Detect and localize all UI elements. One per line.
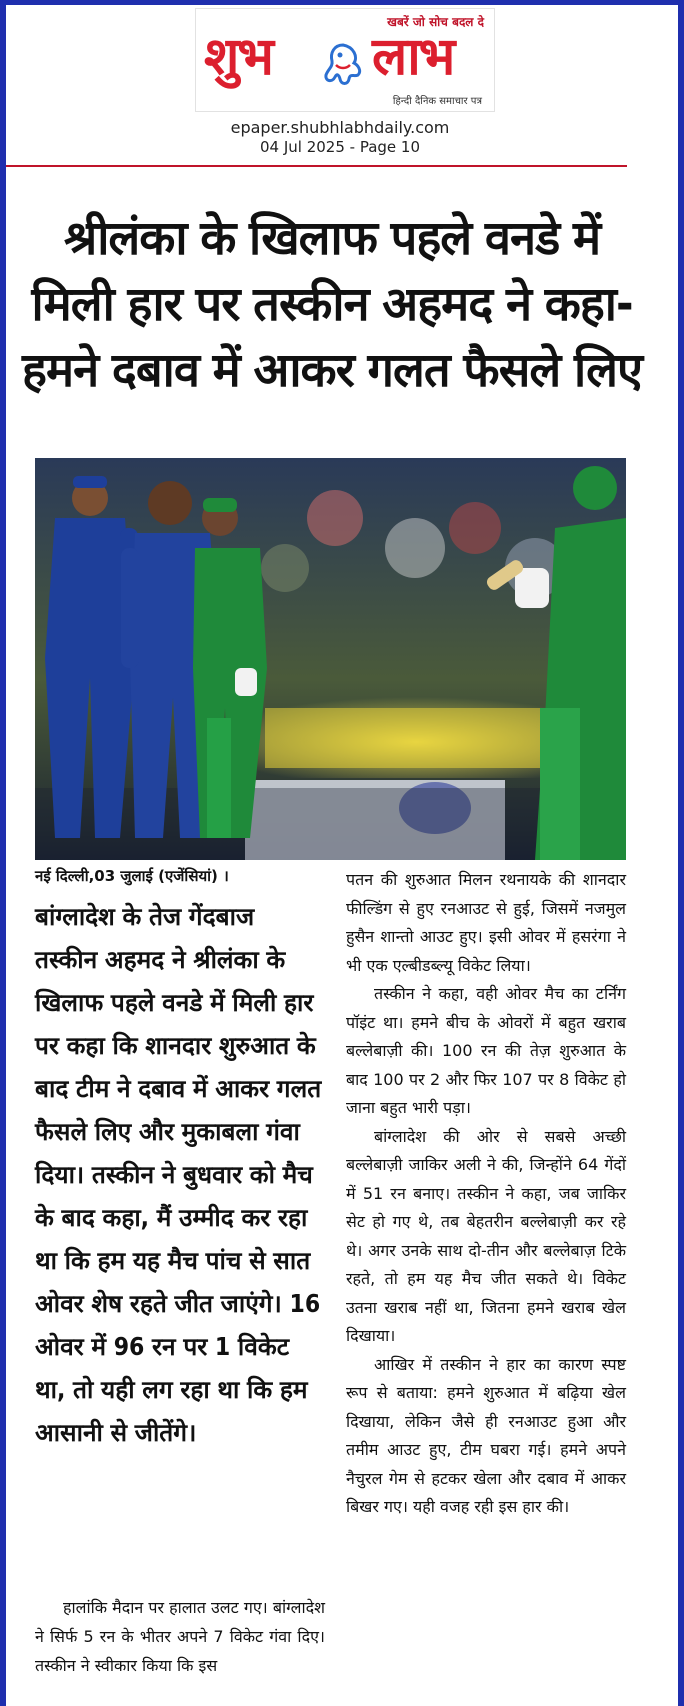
article-paragraph: तस्कीन ने कहा, वही ओवर मैच का टर्निंग पॉइंट था। हमने बीच के ओवरों में बहुत खराब बल्लेबाज़ी की। 100 रन की तेज़ शुरुआत के बाद 100 पर 2 और फिर 107 पर 8 विकेट हो जाना बहुत भारी पड़ा। — [346, 984, 626, 1117]
masthead-logo[interactable] — [195, 8, 495, 112]
article-paragraph: पतन की शुरुआत मिलन रथनायके की शानदार फील्डिंग से हुए रनआउट से हुई, जिसमें नजमुल हुसैन शान्तो आउट हुए। इसी ओवर में हसरंगा ने भी एक एल्बीडब्ल्यू विकेट लिया। — [346, 870, 626, 975]
header-divider — [6, 165, 627, 167]
page-frame-left — [0, 0, 6, 1706]
page-frame-top — [0, 0, 684, 5]
article-headline — [22, 206, 642, 404]
masthead-tagline: खबरें जो सोच बदल दे — [387, 15, 484, 29]
article-lede: बांग्लादेश के तेज गेंदबाज तस्कीन अहमद ने श्रीलंका के खिलाफ पहले वनडे में मिली हार पर कहा कि शानदार शुरुआत के बाद टीम ने दबाव में आकर गलत फैसले लिए और मुकाबला गंवा दिया। तस्कीन ने बुधवार को मैच के बाद कहा, मैं उम्मीद कर रहा था कि हम यह मैच पांच से सात ओवर शेष रहते जीत जाएंगे। 16 ओवर में 96 रन पर 1 विकेट था, तो यही लग रहा था कि हम आसानी से जीतेंगे। — [35, 902, 322, 1447]
epaper-url[interactable]: epaper.shubhlabhdaily.com — [230, 118, 450, 137]
match-photo — [35, 458, 626, 860]
article-paragraph: आखिर में तस्कीन ने हार का कारण स्पष्ट रूप से बताया: हमने शुरुआत में बढ़िया खेल दिखाया, लेकिन जैसे ही रनआउट हुआ और तमीम आउट हुए, टीम घबरा गई। हमने अपने नैचुरल गेम से हटकर खेला और दबाव में आकर बिखर गए। यही वजह रही इस हार की। — [346, 1354, 626, 1516]
headline-line: मिली हार पर तस्कीन अहमद ने कहा- — [31, 277, 633, 332]
article-dateline: नई दिल्ली,03 जुलाई (एजेंसियां) । — [35, 867, 229, 885]
edition-date-page: 04 Jul 2025 - Page 10 — [259, 138, 420, 156]
logo-word-shubh: शुभ — [204, 26, 272, 87]
headline-line: हमने दबाव में आकर गलत फैसले लिए — [22, 343, 642, 398]
headline-line: श्रीलंका के खिलाफ पहले वनडे में — [63, 211, 601, 266]
masthead-subtag: हिन्दी दैनिक समाचार पत्र — [392, 96, 482, 107]
logo-word-labh: लाभ — [372, 26, 454, 87]
article-body-left: हालांकि मैदान पर हालात उलट गए। बांग्लादेश ने सिर्फ 5 रन के भीतर अपने 7 विकेट गंवा दिए। तस्कीन ने स्वीकार किया कि इस — [35, 1598, 325, 1675]
article-paragraph: बांग्लादेश की ओर से सबसे अच्छी बल्लेबाज़ी जाकिर अली ने की, जिन्होंने 64 गेंदों में 51 रन बनाए। तस्कीन ने कहा, जब जाकिर सेट हो गए थे, तब बेहतरीन बल्लेबाज़ी कर रहे थे। अगर उनके साथ दो-तीन और बल्लेबाज़ टिके रहते, तो हम यह मैच जीत सकते थे। विकेट उतना खराब नहीं था, जितना हमने खराब खेल दिखाया। — [346, 1126, 626, 1345]
ganesh-emblem-icon — [318, 39, 368, 89]
article-body-right — [346, 866, 626, 1522]
page-frame-right — [678, 0, 684, 1706]
cricket-players-illustration — [35, 458, 626, 860]
